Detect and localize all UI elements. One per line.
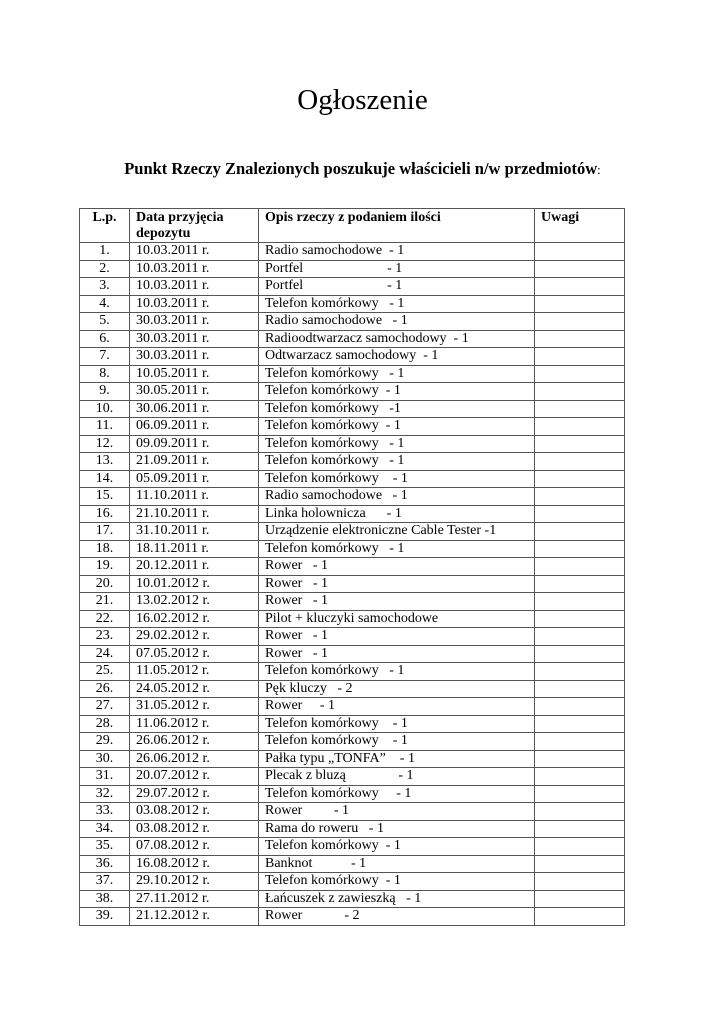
header-remarks: Uwagi — [535, 209, 625, 243]
cell-description: Telefon komórkowy - 1 — [259, 365, 535, 383]
cell-remarks — [535, 400, 625, 418]
cell-lp: 9. — [80, 383, 130, 401]
cell-remarks — [535, 785, 625, 803]
subtitle-text: Punkt Rzeczy Znalezionych poszukuje właścicieli n/w przedmiotów — [124, 159, 598, 178]
cell-lp: 11. — [80, 418, 130, 436]
cell-remarks — [535, 313, 625, 331]
cell-remarks — [535, 680, 625, 698]
table-row — [80, 855, 625, 873]
cell-description: Radio samochodowe - 1 — [259, 313, 535, 331]
table-row — [80, 873, 625, 891]
cell-remarks — [535, 803, 625, 821]
cell-lp: 24. — [80, 645, 130, 663]
cell-description: Telefon komórkowy - 1 — [259, 383, 535, 401]
cell-remarks — [535, 558, 625, 576]
cell-lp: 19. — [80, 558, 130, 576]
cell-remarks — [535, 593, 625, 611]
cell-lp: 31. — [80, 768, 130, 786]
cell-remarks — [535, 715, 625, 733]
cell-lp: 20. — [80, 575, 130, 593]
cell-description: Telefon komórkowy - 1 — [259, 295, 535, 313]
cell-date: 31.10.2011 r. — [130, 523, 259, 541]
cell-lp: 14. — [80, 470, 130, 488]
cell-lp: 3. — [80, 278, 130, 296]
cell-remarks — [535, 750, 625, 768]
cell-date: 21.10.2011 r. — [130, 505, 259, 523]
cell-description: Telefon komórkowy - 1 — [259, 418, 535, 436]
cell-description: Telefon komórkowy - 1 — [259, 540, 535, 558]
cell-lp: 27. — [80, 698, 130, 716]
table-row — [80, 820, 625, 838]
cell-description: Łańcuszek z zawieszką - 1 — [259, 890, 535, 908]
cell-lp: 33. — [80, 803, 130, 821]
cell-remarks — [535, 698, 625, 716]
cell-lp: 18. — [80, 540, 130, 558]
cell-description: Odtwarzacz samochodowy - 1 — [259, 348, 535, 366]
cell-date: 30.06.2011 r. — [130, 400, 259, 418]
cell-date: 20.07.2012 r. — [130, 768, 259, 786]
table-row — [80, 593, 625, 611]
cell-date: 10.05.2011 r. — [130, 365, 259, 383]
cell-date: 06.09.2011 r. — [130, 418, 259, 436]
cell-description: Pałka typu „TONFA” - 1 — [259, 750, 535, 768]
cell-date: 16.08.2012 r. — [130, 855, 259, 873]
table-row — [80, 260, 625, 278]
cell-date: 30.03.2011 r. — [130, 348, 259, 366]
cell-lp: 32. — [80, 785, 130, 803]
cell-remarks — [535, 908, 625, 926]
cell-remarks — [535, 330, 625, 348]
cell-description: Rower - 1 — [259, 575, 535, 593]
cell-description: Radioodtwarzacz samochodowy - 1 — [259, 330, 535, 348]
table-row — [80, 680, 625, 698]
table-row — [80, 313, 625, 331]
cell-date: 03.08.2012 r. — [130, 820, 259, 838]
table-row — [80, 365, 625, 383]
cell-lp: 29. — [80, 733, 130, 751]
cell-remarks — [535, 768, 625, 786]
cell-date: 11.10.2011 r. — [130, 488, 259, 506]
cell-remarks — [535, 838, 625, 856]
table-row — [80, 645, 625, 663]
cell-description: Rower - 1 — [259, 698, 535, 716]
table-row — [80, 435, 625, 453]
cell-date: 10.03.2011 r. — [130, 295, 259, 313]
cell-date: 10.01.2012 r. — [130, 575, 259, 593]
cell-description: Portfel - 1 — [259, 260, 535, 278]
cell-date: 30.03.2011 r. — [130, 330, 259, 348]
table-row — [80, 628, 625, 646]
cell-description: Pilot + kluczyki samochodowe — [259, 610, 535, 628]
cell-remarks — [535, 733, 625, 751]
cell-date: 16.02.2012 r. — [130, 610, 259, 628]
cell-date: 21.12.2012 r. — [130, 908, 259, 926]
cell-description: Telefon komórkowy - 1 — [259, 838, 535, 856]
cell-lp: 34. — [80, 820, 130, 838]
table-row — [80, 768, 625, 786]
cell-lp: 36. — [80, 855, 130, 873]
cell-description: Rower - 1 — [259, 803, 535, 821]
table-row — [80, 733, 625, 751]
cell-date: 05.09.2011 r. — [130, 470, 259, 488]
table-row — [80, 715, 625, 733]
table-row — [80, 295, 625, 313]
cell-date: 24.05.2012 r. — [130, 680, 259, 698]
table-header-row — [80, 209, 625, 243]
cell-lp: 13. — [80, 453, 130, 471]
table-row — [80, 488, 625, 506]
cell-date: 10.03.2011 r. — [130, 243, 259, 261]
cell-lp: 30. — [80, 750, 130, 768]
cell-lp: 2. — [80, 260, 130, 278]
cell-lp: 16. — [80, 505, 130, 523]
cell-date: 26.06.2012 r. — [130, 750, 259, 768]
table-row — [80, 558, 625, 576]
table-row — [80, 418, 625, 436]
cell-remarks — [535, 575, 625, 593]
cell-remarks — [535, 418, 625, 436]
cell-date: 07.05.2012 r. — [130, 645, 259, 663]
cell-remarks — [535, 470, 625, 488]
cell-date: 07.08.2012 r. — [130, 838, 259, 856]
table-row — [80, 348, 625, 366]
cell-description: Rower - 1 — [259, 593, 535, 611]
cell-lp: 6. — [80, 330, 130, 348]
cell-date: 30.05.2011 r. — [130, 383, 259, 401]
cell-remarks — [535, 855, 625, 873]
table-row — [80, 523, 625, 541]
cell-remarks — [535, 505, 625, 523]
cell-description: Rower - 1 — [259, 645, 535, 663]
subtitle-colon: : — [597, 162, 601, 177]
cell-lp: 38. — [80, 890, 130, 908]
table-row — [80, 453, 625, 471]
table-row — [80, 540, 625, 558]
cell-date: 11.05.2012 r. — [130, 663, 259, 681]
cell-lp: 28. — [80, 715, 130, 733]
cell-date: 21.09.2011 r. — [130, 453, 259, 471]
table-row — [80, 890, 625, 908]
cell-date: 10.03.2011 r. — [130, 278, 259, 296]
table-row — [80, 470, 625, 488]
cell-description: Telefon komórkowy - 1 — [259, 733, 535, 751]
cell-remarks — [535, 435, 625, 453]
found-items-table — [79, 208, 625, 926]
table-row — [80, 610, 625, 628]
cell-description: Plecak z bluzą - 1 — [259, 768, 535, 786]
cell-remarks — [535, 348, 625, 366]
cell-lp: 22. — [80, 610, 130, 628]
cell-description: Telefon komórkowy - 1 — [259, 785, 535, 803]
cell-lp: 15. — [80, 488, 130, 506]
cell-lp: 37. — [80, 873, 130, 891]
cell-description: Telefon komórkowy - 1 — [259, 873, 535, 891]
cell-date: 10.03.2011 r. — [130, 260, 259, 278]
cell-remarks — [535, 645, 625, 663]
cell-remarks — [535, 820, 625, 838]
cell-lp: 39. — [80, 908, 130, 926]
cell-date: 09.09.2011 r. — [130, 435, 259, 453]
cell-remarks — [535, 383, 625, 401]
cell-description: Telefon komórkowy - 1 — [259, 453, 535, 471]
cell-remarks — [535, 488, 625, 506]
cell-lp: 12. — [80, 435, 130, 453]
table-row — [80, 505, 625, 523]
table-row — [80, 278, 625, 296]
table-row — [80, 803, 625, 821]
cell-remarks — [535, 523, 625, 541]
cell-lp: 25. — [80, 663, 130, 681]
cell-lp: 1. — [80, 243, 130, 261]
header-date: Data przyjęcia depozytu — [130, 209, 259, 243]
cell-description: Telefon komórkowy - 1 — [259, 435, 535, 453]
cell-date: 29.02.2012 r. — [130, 628, 259, 646]
cell-remarks — [535, 873, 625, 891]
table-row — [80, 698, 625, 716]
cell-description: Radio samochodowe - 1 — [259, 488, 535, 506]
cell-date: 13.02.2012 r. — [130, 593, 259, 611]
cell-lp: 5. — [80, 313, 130, 331]
table-row — [80, 908, 625, 926]
cell-description: Telefon komórkowy -1 — [259, 400, 535, 418]
cell-date: 11.06.2012 r. — [130, 715, 259, 733]
cell-remarks — [535, 610, 625, 628]
cell-remarks — [535, 628, 625, 646]
cell-description: Portfel - 1 — [259, 278, 535, 296]
cell-description: Telefon komórkowy - 1 — [259, 715, 535, 733]
cell-remarks — [535, 453, 625, 471]
table-row — [80, 663, 625, 681]
cell-description: Rower - 1 — [259, 558, 535, 576]
cell-remarks — [535, 663, 625, 681]
cell-lp: 35. — [80, 838, 130, 856]
cell-lp: 7. — [80, 348, 130, 366]
table-row — [80, 838, 625, 856]
cell-lp: 23. — [80, 628, 130, 646]
cell-date: 31.05.2012 r. — [130, 698, 259, 716]
table-row — [80, 575, 625, 593]
cell-date: 03.08.2012 r. — [130, 803, 259, 821]
cell-remarks — [535, 295, 625, 313]
cell-lp: 4. — [80, 295, 130, 313]
cell-lp: 17. — [80, 523, 130, 541]
cell-remarks — [535, 260, 625, 278]
cell-date: 29.10.2012 r. — [130, 873, 259, 891]
cell-description: Urządzenie elektroniczne Cable Tester -1 — [259, 523, 535, 541]
cell-description: Rower - 2 — [259, 908, 535, 926]
cell-remarks — [535, 540, 625, 558]
table-row — [80, 400, 625, 418]
cell-remarks — [535, 365, 625, 383]
table-row — [80, 243, 625, 261]
page-title: Ogłoszenie — [297, 84, 428, 116]
cell-description: Radio samochodowe - 1 — [259, 243, 535, 261]
cell-date: 18.11.2011 r. — [130, 540, 259, 558]
table-row — [80, 383, 625, 401]
cell-description: Telefon komórkowy - 1 — [259, 663, 535, 681]
cell-remarks — [535, 890, 625, 908]
cell-date: 26.06.2012 r. — [130, 733, 259, 751]
table-row — [80, 330, 625, 348]
cell-description: Linka holownicza - 1 — [259, 505, 535, 523]
header-description: Opis rzeczy z podaniem ilości — [259, 209, 535, 243]
cell-lp: 21. — [80, 593, 130, 611]
cell-lp: 8. — [80, 365, 130, 383]
cell-date: 27.11.2012 r. — [130, 890, 259, 908]
table-row — [80, 785, 625, 803]
cell-remarks — [535, 243, 625, 261]
page-subtitle — [0, 159, 725, 179]
cell-description: Rama do roweru - 1 — [259, 820, 535, 838]
cell-lp: 10. — [80, 400, 130, 418]
cell-description: Banknot - 1 — [259, 855, 535, 873]
cell-date: 30.03.2011 r. — [130, 313, 259, 331]
cell-date: 29.07.2012 r. — [130, 785, 259, 803]
table-row — [80, 750, 625, 768]
cell-description: Telefon komórkowy - 1 — [259, 470, 535, 488]
cell-description: Pęk kluczy - 2 — [259, 680, 535, 698]
cell-remarks — [535, 278, 625, 296]
header-lp: L.p. — [80, 209, 130, 243]
cell-date: 20.12.2011 r. — [130, 558, 259, 576]
cell-description: Rower - 1 — [259, 628, 535, 646]
cell-lp: 26. — [80, 680, 130, 698]
